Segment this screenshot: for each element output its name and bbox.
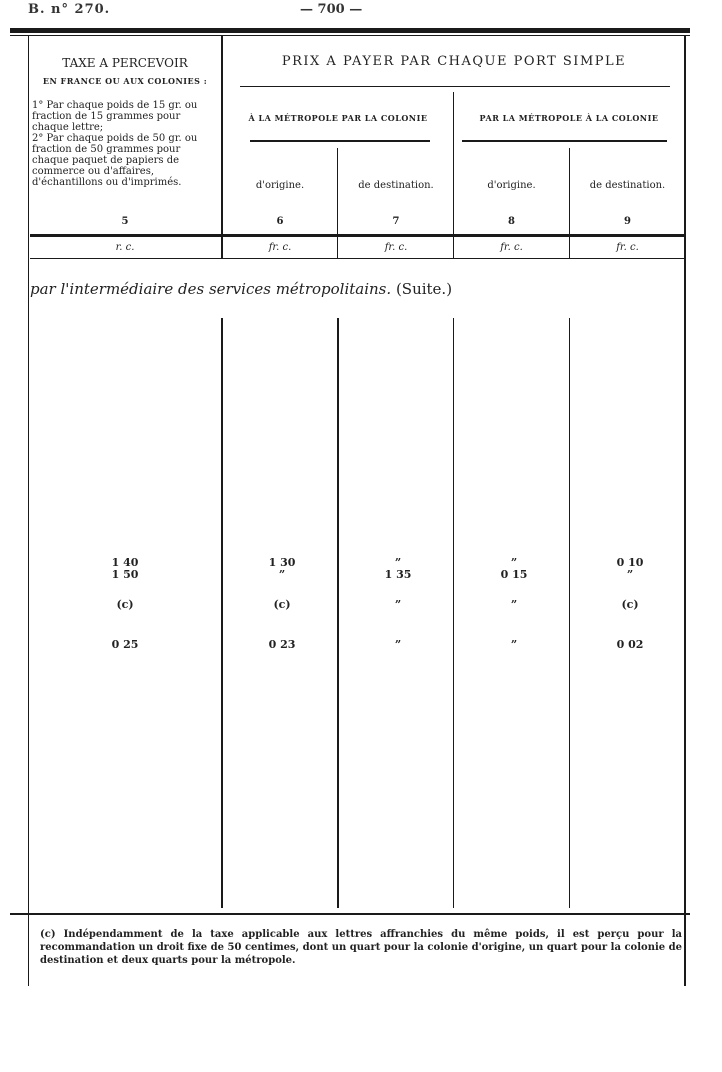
col7-label: de destination. <box>358 180 434 191</box>
footer-rule <box>10 913 690 915</box>
col-number-8: 8 <box>508 216 515 227</box>
row1-col8: ” <box>510 556 518 569</box>
row1-col6: 1 30 <box>268 556 296 569</box>
col-sep-8-9 <box>569 148 570 258</box>
row3-col6: (c) <box>273 598 291 611</box>
body-sep-8-9 <box>569 318 570 908</box>
row2-col6: ” <box>278 568 286 581</box>
footnote: (c) Indépendamment de la taxe applicable aux lettres affranchies du même poids, il est perçu pour la recommandation un droit fixe de 50 centimes, dont un quart pour la colonie d'origine, un quart pour la colonie de destination et deux quarts pour la métropole. <box>40 929 682 966</box>
section-title <box>30 280 452 298</box>
row1-col5: 1 40 <box>111 556 139 569</box>
section-title-suffix: (Suite.) <box>395 280 453 298</box>
col5-title: TAXE A PERCEVOIR <box>62 56 188 70</box>
row4-col6: 0 23 <box>268 638 296 651</box>
row4-col5: 0 25 <box>111 638 139 651</box>
row2-col7: 1 35 <box>384 568 412 581</box>
col-sep-5-6 <box>221 36 223 258</box>
row1-col7: ” <box>394 556 402 569</box>
row3-col9: (c) <box>621 598 639 611</box>
group-a-header: À LA MÉTROPOLE PAR LA COLONIE <box>248 113 428 123</box>
col5-item-2: 2° Par chaque poids de 50 gr. ou fraction de 50 grammes pour chaque paquet de papiers de commerce ou d'affaires, d'échantillons ou d'imprimés. <box>32 133 198 188</box>
header-rule-1 <box>240 86 670 87</box>
col5-items <box>32 100 220 188</box>
header-rule-2a <box>250 140 430 142</box>
col9-label: de destination. <box>589 180 666 191</box>
row2-col5: 1 50 <box>111 568 139 581</box>
page-header-ref: B. n° 270. <box>28 2 111 17</box>
left-frame-line <box>28 36 29 986</box>
col5-item-1: 1° Par chaque poids de 15 gr. ou fraction de 15 grammes pour chaque lettre; <box>32 100 198 133</box>
col-number-9: 9 <box>624 216 631 227</box>
row4-col9: 0 02 <box>616 638 644 651</box>
group-b-header: PAR LA MÉTROPOLE À LA COLONIE <box>479 113 659 123</box>
col8-label: d'origine. <box>487 180 536 191</box>
row2-col9: ” <box>626 568 634 581</box>
row3-col5: (c) <box>116 598 134 611</box>
row3-col8: ” <box>510 598 518 611</box>
row1-col9: 0 10 <box>616 556 644 569</box>
col6-label: d'origine. <box>255 180 305 191</box>
unit-col7: fr. c. <box>384 242 408 253</box>
body-sep-6-7 <box>337 318 339 908</box>
col-number-7: 7 <box>392 216 400 227</box>
main-header: PRIX A PAYER PAR CHAQUE PORT SIMPLE <box>281 54 627 69</box>
row2-col8: 0 15 <box>500 568 528 581</box>
body-sep-7-8 <box>453 318 454 908</box>
col-number-5: 5 <box>121 216 129 227</box>
page-number: — 700 — <box>300 2 363 17</box>
col-sep-6-7 <box>337 148 338 258</box>
header-bottom-rule <box>30 258 684 259</box>
unit-col9: fr. c. <box>616 242 639 253</box>
header-rule-2b <box>462 140 667 142</box>
body-sep-5-6 <box>221 318 223 908</box>
unit-col6: fr. c. <box>268 242 292 253</box>
col-number-6: 6 <box>276 216 284 227</box>
section-title-text: par l'intermédiaire des services métropolitains. <box>30 280 392 298</box>
unit-col5: r. c. <box>115 242 135 253</box>
top-thin-rule <box>10 35 690 36</box>
header-thick-rule <box>30 234 684 237</box>
row3-col7: ” <box>394 598 402 611</box>
row4-col8: ” <box>510 638 518 651</box>
col5-subtitle: EN FRANCE OU AUX COLONIES : <box>42 76 208 86</box>
unit-col8: fr. c. <box>500 242 523 253</box>
right-frame-line <box>684 36 686 986</box>
row4-col7: ” <box>394 638 402 651</box>
top-thick-rule <box>10 28 690 33</box>
